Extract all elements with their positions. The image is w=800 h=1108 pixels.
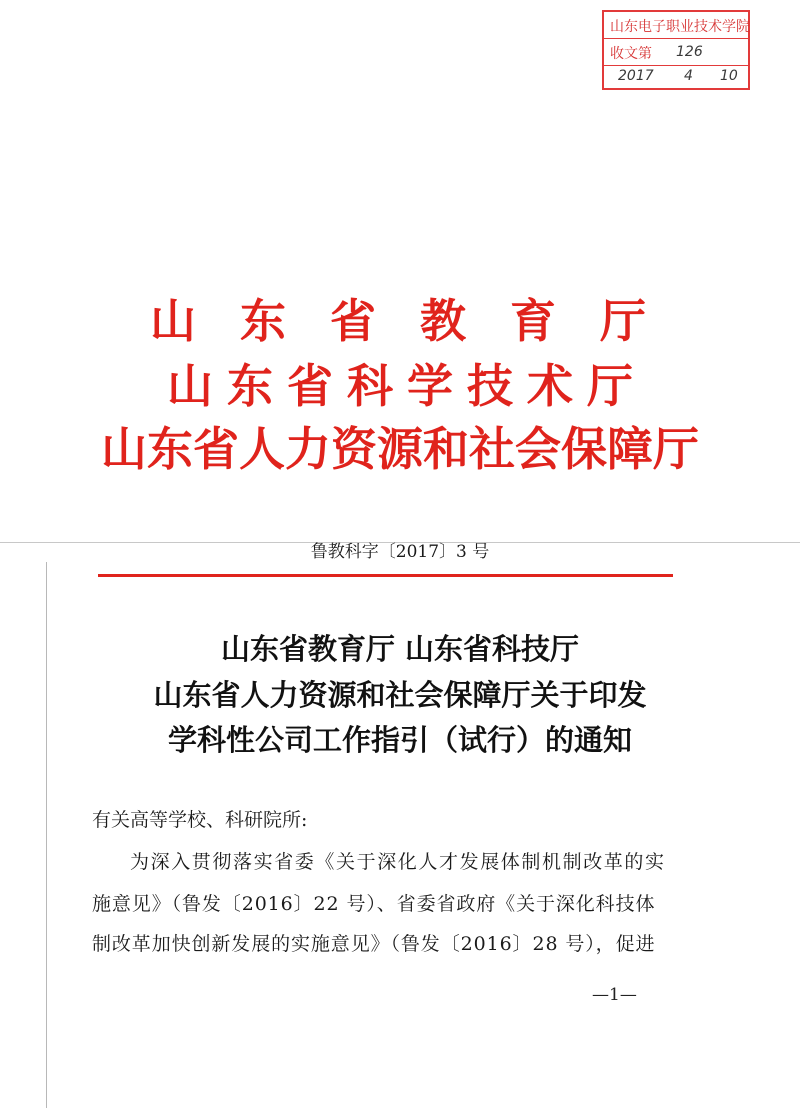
document-number: 鲁教科字〔2017〕3 号 <box>310 542 490 562</box>
stamp-date-day: 10 <box>720 68 738 84</box>
issuer-science-dept: 山东省科学技术厅 <box>167 359 647 413</box>
stamp-date-month: 4 <box>684 68 693 84</box>
stamp-receipt-label: 收文第 <box>610 46 652 62</box>
stamp-org-row <box>604 12 748 39</box>
stamp-org: 山东电子职业技术学院 <box>610 19 750 35</box>
stamp-date-year: 2017 <box>618 68 654 84</box>
issuer-hr-dept: 山东省人力资源和社会保障厅 <box>101 422 699 476</box>
receipt-stamp <box>602 10 750 90</box>
stamp-date-row <box>604 66 748 88</box>
body-line-3: 制改革加快创新发展的实施意见》（鲁发〔2016〕28 号），促进 <box>92 933 656 955</box>
document-title-line-2: 山东省人力资源和社会保障厅关于印发 <box>153 678 647 712</box>
stamp-receipt-row <box>604 39 748 66</box>
page-number: —1— <box>592 985 637 1005</box>
stamp-receipt-number: 126 <box>676 44 703 60</box>
issuer-education-dept: 山东省教育厅 <box>150 294 690 348</box>
red-divider-rule <box>98 574 673 577</box>
body-line-1: 为深入贯彻落实省委《关于深化人才发展体制机制改革的实 <box>130 851 666 873</box>
salutation: 有关高等学校、科研院所: <box>92 809 308 831</box>
body-line-2: 施意见》（鲁发〔2016〕22 号）、省委省政府《关于深化科技体 <box>92 893 656 915</box>
document-title-line-3: 学科性公司工作指引（试行）的通知 <box>167 723 632 757</box>
document-title-line-1: 山东省教育厅 山东省科技厅 <box>220 632 580 666</box>
